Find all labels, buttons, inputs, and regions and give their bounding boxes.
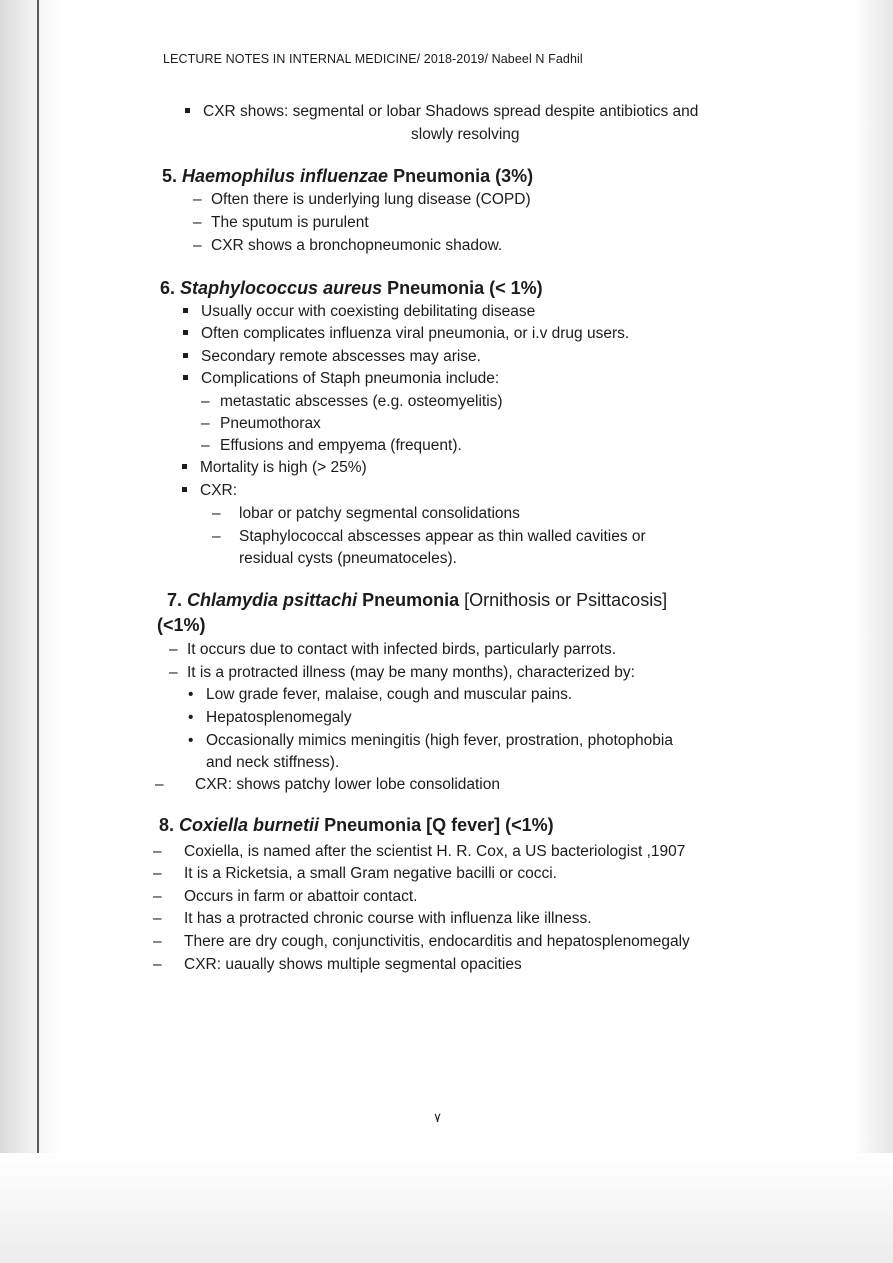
square-bullet [183, 375, 188, 380]
dot-bullet: • [188, 732, 194, 749]
running-header: LECTURE NOTES IN INTERNAL MEDICINE/ 2018-2019/ Nabeel N Fadhil [163, 52, 583, 66]
dash-bullet: – [193, 214, 202, 231]
section-7-feature: Hepatosplenomegaly [206, 709, 352, 726]
section-7-bracket: [Ornithosis or Psittacosis] [464, 590, 668, 610]
section-5-item: CXR shows a bronchopneumonic shadow. [211, 237, 503, 254]
page-shadow-right [853, 0, 893, 1263]
section-8-item: CXR: uaually shows multiple segmental opacities [184, 956, 522, 973]
section-7-item: It is a protracted illness (may be many months), characterized by: [187, 664, 635, 681]
section-6-heading [160, 276, 543, 300]
complication-item: Pneumothorax [220, 415, 321, 432]
section-6-item: Complications of Staph pneumonia include: [201, 370, 500, 387]
dash-bullet: – [212, 528, 221, 545]
square-bullet [185, 108, 190, 113]
section-7-percent: (<1%) [157, 615, 206, 635]
section-7-item: It occurs due to contact with infected birds, particularly parrots. [187, 641, 617, 658]
section-5-organism: Haemophilus influenzae [182, 166, 389, 186]
section-8-item: Coxiella, is named after the scientist H. R. Cox, a US bacteriologist ,1907 [184, 843, 686, 860]
section-6-item: Usually occur with coexisting debilitating disease [201, 303, 536, 320]
section-6-cxr-label: CXR: [200, 482, 238, 499]
section-6-title-rest: Pneumonia (< 1%) [387, 278, 543, 298]
section-5-number: 5. [162, 166, 178, 186]
dash-bullet: – [201, 437, 210, 454]
dot-bullet: • [188, 686, 194, 703]
section-8-item: Occurs in farm or abattoir contact. [184, 888, 418, 905]
section-7-feature: Occasionally mimics meningitis (high fever, prostration, photophobia [206, 732, 673, 749]
complication-item: Effusions and empyema (frequent). [220, 437, 462, 454]
section-7-feature: Low grade fever, malaise, cough and muscular pains. [206, 686, 573, 703]
section-8-item: It has a protracted chronic course with influenza like illness. [184, 910, 592, 927]
dash-bullet: – [153, 865, 162, 882]
dash-bullet: – [193, 237, 202, 254]
dash-bullet: – [193, 191, 202, 208]
section-8-title-rest: Pneumonia [Q fever] (<1%) [324, 815, 554, 835]
section-7-organism: Chlamydia psittachi [187, 590, 358, 610]
square-bullet [183, 308, 188, 313]
dash-bullet: – [169, 641, 178, 658]
dot-bullet: • [188, 709, 194, 726]
section-7-number: 7. [167, 590, 183, 610]
complication-item: metastatic abscesses (e.g. osteomyelitis) [220, 393, 503, 410]
section-6-cxr-item: Staphylococcal abscesses appear as thin walled cavities or [239, 528, 646, 545]
square-bullet [182, 487, 187, 492]
section-6-item: Secondary remote abscesses may arise. [201, 348, 481, 365]
section-7-heading [167, 588, 667, 612]
section-5-heading [162, 164, 533, 188]
dash-bullet: – [201, 393, 210, 410]
intro-line-1: CXR shows: segmental or lobar Shadows spread despite antibiotics and [203, 103, 699, 120]
section-5-item: The sputum is purulent [211, 214, 369, 231]
dash-bullet: – [153, 933, 162, 950]
dash-bullet: – [153, 888, 162, 905]
dash-bullet: – [155, 776, 164, 793]
dash-bullet: – [212, 505, 221, 522]
dash-bullet: – [201, 415, 210, 432]
dash-bullet: – [169, 664, 178, 681]
page-number: ٧ [434, 1110, 441, 1125]
section-6-item: Often complicates influenza viral pneumonia, or i.v drug users. [201, 325, 630, 342]
section-6-cxr-item-cont: residual cysts (pneumatoceles). [239, 550, 457, 567]
dash-bullet: – [153, 843, 162, 860]
section-7-cxr: CXR: shows patchy lower lobe consolidation [195, 776, 500, 793]
section-7-feature-cont: and neck stiffness). [206, 754, 340, 771]
section-7-title-rest: Pneumonia [362, 590, 460, 610]
dash-bullet: – [153, 956, 162, 973]
section-5-item: Often there is underlying lung disease (COPD) [211, 191, 531, 208]
section-6-organism: Staphylococcus aureus [180, 278, 383, 298]
section-5-title-rest: Pneumonia (3%) [393, 166, 534, 186]
section-8-organism: Coxiella burnetii [179, 815, 320, 835]
section-6-mortality: Mortality is high (> 25%) [200, 459, 367, 476]
square-bullet [182, 464, 187, 469]
section-8-number: 8. [159, 815, 175, 835]
dash-bullet: – [153, 910, 162, 927]
section-6-number: 6. [160, 278, 176, 298]
square-bullet [183, 353, 188, 358]
page-shadow-bottom [0, 1153, 893, 1263]
section-8-item: There are dry cough, conjunctivitis, endocarditis and hepatosplenomegaly [184, 933, 690, 950]
page-edge-line [37, 0, 39, 1190]
section-8-item: It is a Ricketsia, a small Gram negative bacilli or cocci. [184, 865, 557, 882]
square-bullet [183, 330, 188, 335]
page-shadow-left [0, 0, 60, 1263]
intro-line-2: slowly resolving [411, 126, 520, 143]
section-6-cxr-item: lobar or patchy segmental consolidations [239, 505, 520, 522]
section-8-heading [159, 813, 554, 837]
